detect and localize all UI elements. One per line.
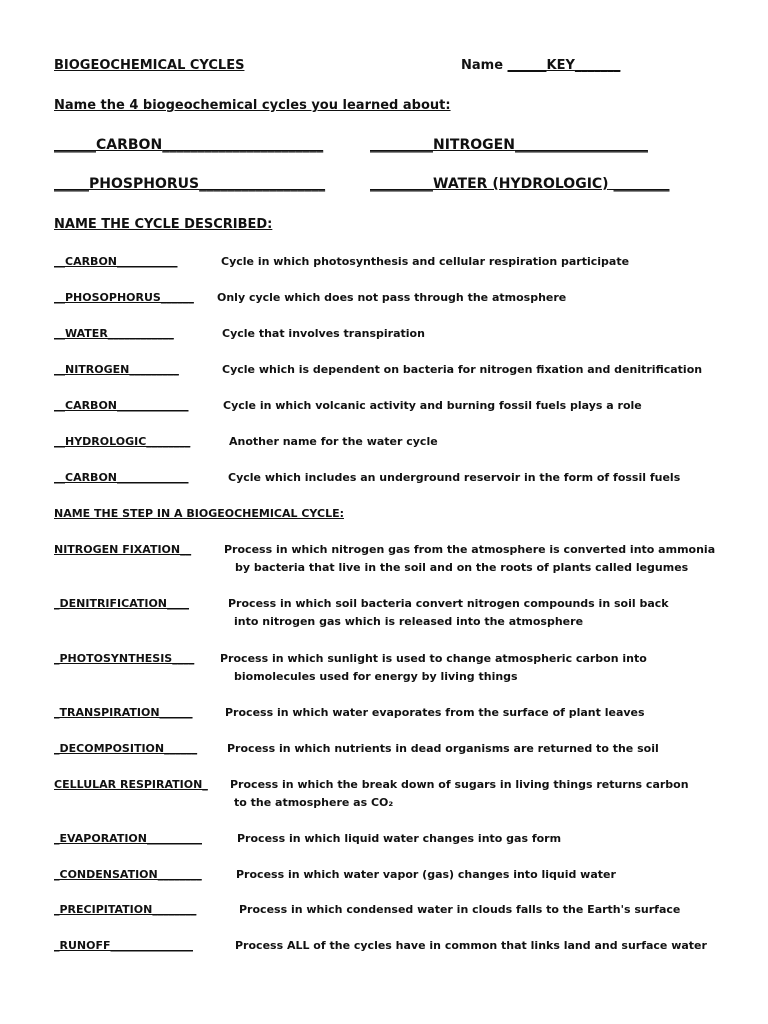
step-question-text: Process in which sunlight is used to change atmospheric carbon into — [220, 652, 647, 665]
step-question-text: Process in which condensed water in clouds falls to the Earth's surface — [239, 903, 681, 916]
cycle-question-text: Only cycle which does not pass through the atmosphere — [217, 291, 567, 304]
name-value: KEY — [546, 58, 575, 73]
step-question-answer: _TRANSPIRATION______ — [54, 706, 193, 719]
step-question-answer: _DECOMPOSITION______ — [54, 742, 198, 755]
step-question-answer: _EVAPORATION__________ — [54, 832, 202, 845]
step-question-row — [0, 706, 768, 742]
cycle-answer: PHOSPHORUS — [89, 176, 200, 192]
cycle-question-answer: __PHOSOPHORUS______ — [54, 291, 194, 304]
cycle-question-text: Cycle which includes an underground reservoir in the form of fossil fuels — [228, 471, 681, 484]
cycle-blank-1: ______CARBON_______________________ — [54, 137, 324, 153]
step-question-answer: _RUNOFF_______________ — [54, 939, 193, 952]
step-question-text: Process in which soil bacteria convert nitrogen compounds in soil back — [228, 597, 669, 610]
cycle-question-row — [0, 471, 768, 507]
cycle-question-row — [0, 327, 768, 363]
step-question-text-continued: to the atmosphere as CO₂ — [234, 796, 394, 809]
step-question-text: Process in which water vapor (gas) changes into liquid water — [236, 868, 616, 881]
cycle-answer: CARBON — [96, 137, 163, 153]
cycle-answer: WATER (HYDROLOGIC) — [433, 176, 609, 192]
cycle-question-row — [0, 435, 768, 471]
step-question-text: Process in which water evaporates from the surface of plant leaves — [225, 706, 645, 719]
step-question-answer: NITROGEN FIXATION__ — [54, 543, 192, 556]
step-question-row — [0, 868, 768, 904]
step-question-text: Process ALL of the cycles have in common that links land and surface water — [235, 939, 707, 952]
name-lead-blank: ______ — [507, 58, 547, 73]
cycle-blank-3: _____PHOSPHORUS__________________ — [54, 176, 326, 192]
step-question-row — [0, 903, 768, 939]
cycle-question-answer: __CARBON_____________ — [54, 471, 189, 484]
step-question-row — [0, 832, 768, 868]
cycle-question-text: Cycle that involves transpiration — [222, 327, 425, 340]
name-label: Name — [461, 58, 508, 73]
step-question-row — [0, 778, 768, 814]
step-question-answer: _PRECIPITATION________ — [54, 903, 197, 916]
cycle-question-text: Cycle in which photosynthesis and cellular respiration participate — [221, 255, 630, 268]
step-question-answer: CELLULAR RESPIRATION_ — [54, 778, 208, 791]
cycle-question-text: Cycle in which volcanic activity and burning fossil fuels plays a role — [223, 399, 642, 412]
cycle-question-text: Another name for the water cycle — [229, 435, 438, 448]
cycle-answer: NITROGEN — [433, 137, 515, 153]
worksheet-title: BIOGEOCHEMICAL CYCLES — [54, 58, 245, 73]
step-question-text-continued: by bacteria that live in the soil and on the roots of plants called legumes — [235, 561, 689, 574]
step-question-text: Process in which the break down of sugars in living things returns carbon — [230, 778, 689, 791]
step-question-row — [0, 742, 768, 778]
step-question-row — [0, 652, 768, 688]
step-question-text-continued: biomolecules used for energy by living things — [234, 670, 518, 683]
cycle-question-row — [0, 291, 768, 327]
cycle-question-row — [0, 399, 768, 435]
step-question-text: Process in which liquid water changes into gas form — [237, 832, 562, 845]
section2-heading: NAME THE CYCLE DESCRIBED: — [54, 217, 273, 232]
step-question-text: Process in which nitrogen gas from the atmosphere is converted into ammonia — [224, 543, 716, 556]
cycle-question-answer: __HYDROLOGIC________ — [54, 435, 191, 448]
cycle-question-answer: __CARBON_____________ — [54, 399, 189, 412]
cycle-blank-2: _________NITROGEN___________________ — [370, 137, 648, 153]
step-question-answer: _DENITRIFICATION____ — [54, 597, 190, 610]
name-field — [461, 58, 620, 73]
step-question-text: Process in which nutrients in dead organisms are returned to the soil — [227, 742, 659, 755]
section1-heading: Name the 4 biogeochemical cycles you learned about: — [54, 98, 451, 113]
step-question-row — [0, 543, 768, 579]
section3-heading: NAME THE STEP IN A BIOGEOCHEMICAL CYCLE: — [54, 507, 344, 520]
cycle-question-answer: __WATER____________ — [54, 327, 174, 340]
step-question-answer: _PHOTOSYNTHESIS____ — [54, 652, 195, 665]
step-question-row — [0, 939, 768, 975]
cycle-question-text: Cycle which is dependent on bacteria for nitrogen fixation and denitrification — [222, 363, 703, 376]
step-question-answer: _CONDENSATION________ — [54, 868, 202, 881]
cycle-question-row — [0, 255, 768, 291]
cycle-blank-4: _________WATER (HYDROLOGIC) ________ — [370, 176, 670, 192]
cycle-question-answer: __CARBON___________ — [54, 255, 178, 268]
step-question-text-continued: into nitrogen gas which is released into the atmosphere — [234, 615, 584, 628]
name-tail-blank: _______ — [574, 58, 621, 73]
cycle-question-row — [0, 363, 768, 399]
cycle-question-answer: __NITROGEN_________ — [54, 363, 179, 376]
step-question-row — [0, 597, 768, 633]
